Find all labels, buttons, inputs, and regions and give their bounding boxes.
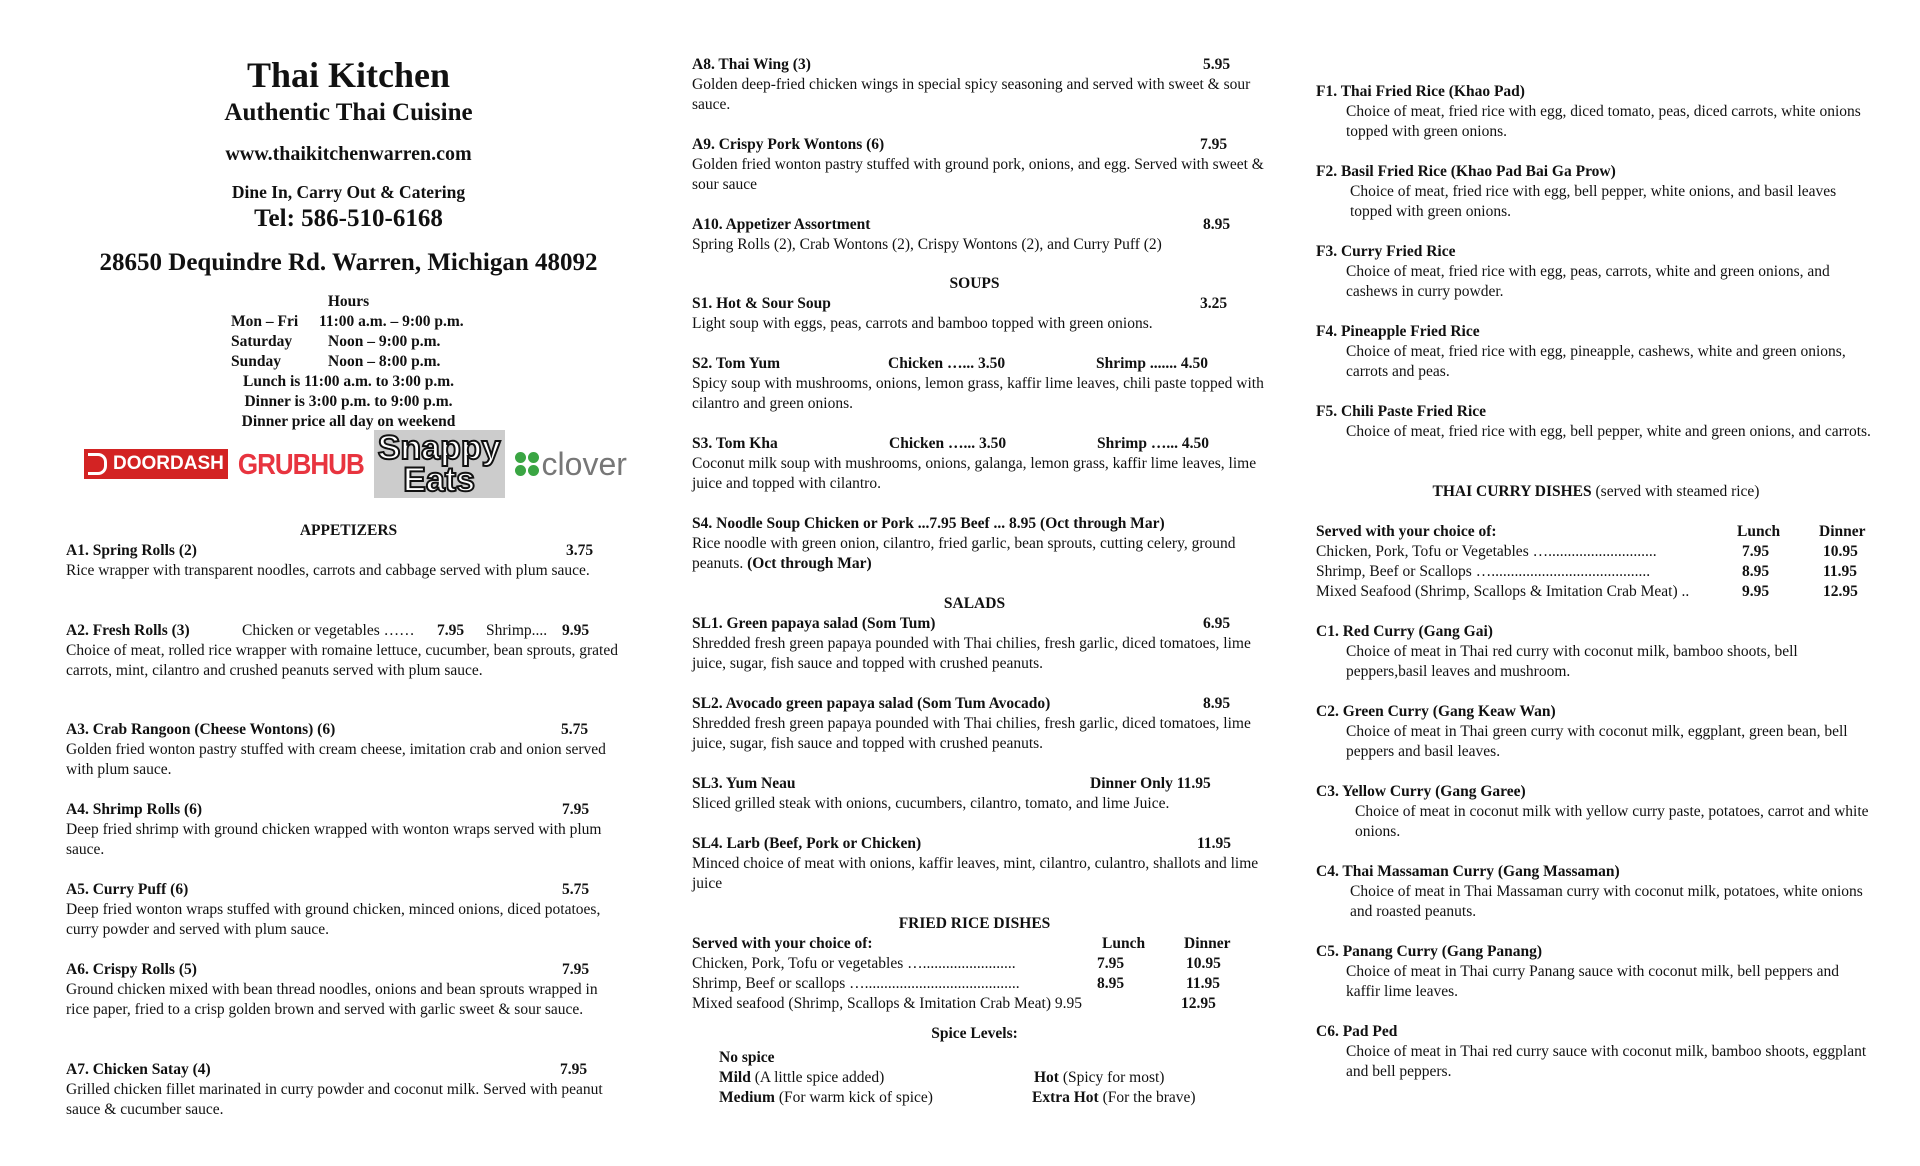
table-row — [692, 994, 1277, 1014]
menu-item-a7 — [66, 1060, 631, 1120]
menu-item-f1 — [1316, 82, 1876, 142]
spice-heading: Spice Levels: — [931, 1025, 1018, 1042]
item-description: Choice of meat in Thai red curry sauce with coconut milk, bamboo shoots, eggplant and bell peppers. — [1346, 1043, 1867, 1080]
menu-column-middle — [692, 0, 1277, 1106]
item-name: A5. Curry Puff (6) — [66, 881, 189, 898]
curry-heading — [1316, 482, 1876, 502]
hours-time: Noon – 8:00 p.m. — [328, 353, 441, 370]
item-description: Deep fried shrimp with ground chicken wrapped with wonton wraps served with plum sauce. — [66, 821, 602, 858]
item-description: Spicy soup with mushrooms, onions, lemon grass, kaffir lime leaves, chili paste topped with cilantro and green onions. — [692, 375, 1264, 412]
table-row — [1316, 582, 1876, 602]
item-description: Choice of meat, fried rice with egg, pineapple, cashews, white and green onions, carrots and peas. — [1346, 343, 1846, 380]
dinner-note: Dinner is 3:00 p.m. to 9:00 p.m. — [244, 393, 453, 410]
curry-heading-note: (served with steamed rice) — [1595, 483, 1760, 500]
item-description: Golden deep-fried chicken wings in special spicy seasoning and served with sweet & sour sauce. — [692, 76, 1251, 113]
menu-item-s2 — [692, 354, 1277, 414]
item-name: SL3. Yum Neau — [692, 775, 796, 792]
row-lunch-price: 7.95 — [1742, 543, 1770, 560]
spice-no-spice: No spice — [719, 1049, 775, 1066]
services-text: Dine In, Carry Out & Catering — [231, 182, 466, 202]
menu-item-c5 — [1316, 942, 1876, 1002]
hours-day: Saturday — [231, 333, 293, 350]
doordash-icon — [88, 453, 107, 475]
item-price: 7.95 — [562, 801, 590, 818]
item-name: F1. Thai Fried Rice (Khao Pad) — [1316, 83, 1525, 100]
table-row — [1316, 542, 1876, 562]
item-price: 6.95 — [1203, 615, 1231, 632]
spice-levels — [692, 1048, 1277, 1108]
item-description: Coconut milk soup with mushrooms, onions, galanga, lemon grass, kaffir lime leaves, lime juice and topped with cilantro. — [692, 455, 1257, 492]
grubhub-logo[interactable]: GRUBHUB — [237, 446, 364, 480]
menu-item-a9 — [692, 135, 1277, 195]
item-option: Shrimp.... — [486, 622, 548, 639]
table-label: Served with your choice of: — [692, 935, 873, 952]
item-price: 3.75 — [566, 542, 594, 559]
row-lunch-price: 8.95 — [1742, 563, 1770, 580]
item-price: 3.25 — [1200, 295, 1228, 312]
item-description: Sliced grilled steak with onions, cucumbers, cilantro, tomato, and lime Juice. — [692, 795, 1170, 812]
item-price: 9.95 — [562, 622, 590, 639]
phone-number[interactable]: Tel: 586-510-6168 — [254, 205, 443, 232]
curry-heading-title: THAI CURRY DISHES — [1432, 483, 1592, 500]
item-description: Rice wrapper with transparent noodles, carrots and cabbage served with plum sauce. — [66, 562, 590, 579]
row-dinner-price: 10.95 — [1823, 543, 1858, 560]
hours-time: Noon – 9:00 p.m. — [328, 333, 441, 350]
item-description: Minced choice of meat with onions, kaffir leaves, mint, cilantro, culantro, shallots and lime juice — [692, 855, 1259, 892]
item-description: Golden fried wonton pastry stuffed with cream cheese, imitation crab and onion served with plum sauce. — [66, 741, 606, 778]
menu-item-sl2 — [692, 694, 1277, 754]
spice-medium: Medium — [719, 1089, 775, 1106]
address: 28650 Dequindre Rd. Warren, Michigan 48092 — [99, 249, 598, 276]
menu-item-s1 — [692, 294, 1277, 334]
item-description: Shredded fresh green papaya pounded with Thai chilies, fresh garlic, diced tomatoes, lime juice, sugar, fish sauce and topped with crushed peanuts. — [692, 635, 1251, 672]
item-name: F2. Basil Fried Rice (Khao Pad Bai Ga Prow) — [1316, 163, 1616, 180]
spice-extra-hot: Extra Hot — [1032, 1089, 1099, 1106]
appetizers-heading: APPETIZERS — [299, 522, 398, 539]
item-name: F4. Pineapple Fried Rice — [1316, 323, 1480, 340]
item-name: SL2. Avocado green papaya salad (Som Tum Avocado) — [692, 695, 1051, 712]
menu-item-f3 — [1316, 242, 1876, 302]
item-price: 11.95 — [1197, 835, 1232, 852]
hours-title: Hours — [327, 293, 370, 310]
row-dinner-price: 11.95 — [1823, 563, 1858, 580]
item-description: Choice of meat, fried rice with egg, peas, carrots, white and green onions, and cashews in curry powder. — [1346, 263, 1830, 300]
fried-rice-price-table — [692, 934, 1277, 1014]
menu-item-a4 — [66, 800, 631, 860]
clover-label: clover — [541, 445, 627, 482]
table-row — [1316, 562, 1876, 582]
item-name: A4. Shrimp Rolls (6) — [66, 801, 203, 818]
item-price: 7.95 — [560, 1061, 588, 1078]
website-link[interactable]: www.thaikitchenwarren.com — [225, 143, 472, 165]
item-name: C1. Red Curry (Gang Gai) — [1316, 623, 1493, 640]
row-label: Chicken, Pork, Tofu or vegetables …........................ — [692, 955, 1016, 972]
spice-medium-desc: (For warm kick of spice) — [778, 1089, 933, 1106]
menu-item-a5 — [66, 880, 631, 940]
menu-item-a3 — [66, 720, 631, 780]
item-name: S2. Tom Yum — [692, 355, 781, 372]
menu-item-a6 — [66, 960, 631, 1020]
item-description: Spring Rolls (2), Crab Wontons (2), Crispy Wontons (2), and Curry Puff (2) — [692, 236, 1162, 253]
item-price: 7.95 — [1200, 136, 1228, 153]
item-name: C3. Yellow Curry (Gang Garee) — [1316, 783, 1526, 800]
menu-item-sl1 — [692, 614, 1277, 674]
menu-item-a10 — [692, 215, 1277, 255]
item-name: S1. Hot & Sour Soup — [692, 295, 831, 312]
lunch-note: Lunch is 11:00 a.m. to 3:00 p.m. — [243, 373, 454, 390]
item-price: Dinner Only 11.95 — [1090, 775, 1211, 792]
item-description: Choice of meat, fried rice with egg, diced tomato, peas, diced carrots, white onions topped with green onions. — [1346, 103, 1861, 140]
row-dinner-price: 12.95 — [1823, 583, 1858, 600]
item-name: C4. Thai Massaman Curry (Gang Massaman) — [1316, 863, 1620, 880]
menu-item-s3 — [692, 434, 1277, 494]
item-name: SL1. Green papaya salad (Som Tum) — [692, 615, 936, 632]
menu-item-sl4 — [692, 834, 1277, 894]
item-price: 8.95 — [1203, 695, 1231, 712]
item-name: F3. Curry Fried Rice — [1316, 243, 1456, 260]
item-description: Deep fried wonton wraps stuffed with ground chicken, minced onions, diced potatoes, curry powder and served with plum sauce. — [66, 901, 601, 938]
menu-item-s4 — [692, 514, 1277, 574]
row-dinner-price: 10.95 — [1186, 955, 1221, 972]
menu-item-c3 — [1316, 782, 1876, 842]
row-label: Shrimp, Beef or Scallops …......................................... — [1316, 563, 1651, 580]
item-price: 5.75 — [562, 881, 590, 898]
weekend-note: Dinner price all day on weekend — [241, 413, 456, 430]
spice-extra-hot-desc: (For the brave) — [1102, 1089, 1196, 1106]
item-name: A3. Crab Rangoon (Cheese Wontons) (6) — [66, 721, 336, 738]
menu-item-f5 — [1316, 402, 1876, 442]
row-lunch-price: 7.95 — [1097, 955, 1125, 972]
item-name: A2. Fresh Rolls (3) — [66, 622, 190, 639]
item-name: C6. Pad Ped — [1316, 1023, 1398, 1040]
item-description: Light soup with eggs, peas, carrots and bamboo topped with green onions. — [692, 315, 1153, 332]
table-row — [692, 954, 1277, 974]
item-description: Shredded fresh green papaya pounded with Thai chilies, fresh garlic, diced tomatoes, lime juice, sugar, fish sauce and topped with crushed peanuts. — [692, 715, 1251, 752]
item-description: Choice of meat in Thai curry Panang sauce with coconut milk, bell peppers and kaffir lime leaves. — [1346, 963, 1839, 1000]
item-option: Chicken …... 3.50 — [888, 355, 1006, 372]
table-header-lunch: Lunch — [1737, 523, 1781, 540]
clover-icon — [515, 452, 539, 476]
menu-item-c6 — [1316, 1022, 1876, 1082]
item-description: Golden fried wonton pastry stuffed with ground pork, onions, and egg. Served with sweet & sour sauce — [692, 156, 1264, 193]
salads-heading: SALADS — [943, 595, 1006, 612]
snappy-eats-line1: Snappy — [377, 429, 501, 467]
row-dinner-price: 12.95 — [1181, 995, 1216, 1012]
item-name: C5. Panang Curry (Gang Panang) — [1316, 943, 1543, 960]
item-name: C2. Green Curry (Gang Keaw Wan) — [1316, 703, 1556, 720]
hours-time: 11:00 a.m. – 9:00 p.m. — [319, 313, 464, 330]
item-description-text: Rice noodle with green onion, cilantro, fried garlic, bean sprouts, cutting celery, ground peanuts. — [692, 535, 1236, 572]
item-price: 7.95 — [562, 961, 590, 978]
item-name: A6. Crispy Rolls (5) — [66, 961, 197, 978]
hours-day: Mon – Fri — [231, 313, 299, 330]
item-description: Ground chicken mixed with bean thread noodles, onions and bean sprouts wrapped in rice paper, fried to a crisp golden brown and served with garlic sweet & sour sauce. — [66, 981, 598, 1018]
item-description: Choice of meat in coconut milk with yellow curry paste, potatoes, carrot and white onions. — [1355, 803, 1869, 840]
row-dinner-price: 11.95 — [1186, 975, 1221, 992]
menu-item-c4 — [1316, 862, 1876, 922]
spice-mild: Mild — [719, 1069, 751, 1086]
item-option: Shrimp ....... 4.50 — [1096, 355, 1208, 372]
item-price: 5.95 — [1203, 56, 1231, 73]
item-description-note: (Oct through Mar) — [747, 555, 872, 572]
menu-item-c2 — [1316, 702, 1876, 762]
hours-day: Sunday — [231, 353, 281, 370]
menu-item-a2 — [66, 621, 631, 681]
item-price: 8.95 — [1203, 216, 1231, 233]
row-label: Mixed Seafood (Shrimp, Scallops & Imitation Crab Meat) .. — [1316, 583, 1690, 600]
spice-hot-desc: (Spicy for most) — [1062, 1069, 1165, 1086]
menu-column-right — [1316, 0, 1876, 1080]
curry-price-table — [1316, 522, 1876, 602]
item-description: Choice of meat in Thai Massaman curry with coconut milk, potatoes, white onions and roasted peanuts. — [1350, 883, 1863, 920]
hours-row — [66, 352, 631, 372]
hours-row — [66, 312, 631, 332]
item-description — [692, 534, 1277, 574]
table-label: Served with your choice of: — [1316, 523, 1497, 540]
menu-item-a1 — [66, 541, 631, 581]
doordash-logo[interactable] — [84, 449, 228, 479]
item-name: A10. Appetizer Assortment — [692, 216, 871, 233]
item-price: 7.95 — [437, 622, 465, 639]
item-price: 5.75 — [561, 721, 589, 738]
item-name: A8. Thai Wing (3) — [692, 56, 811, 73]
delivery-logos — [84, 430, 627, 498]
doordash-label: DOORDASH — [113, 453, 224, 474]
menu-item-sl3 — [692, 774, 1277, 814]
item-name: S3. Tom Kha — [692, 435, 778, 452]
menu-item-a8 — [692, 55, 1277, 115]
item-description: Choice of meat, fried rice with egg, bell pepper, white and green onions, and carrots. — [1346, 423, 1871, 440]
table-header-lunch: Lunch — [1102, 935, 1146, 952]
snappy-eats-logo[interactable] — [374, 430, 505, 498]
table-row — [692, 974, 1277, 994]
item-description: Choice of meat in Thai red curry with coconut milk, bamboo shoots, bell peppers,basil leaves and mushroom. — [1346, 643, 1798, 680]
table-header-dinner: Dinner — [1819, 523, 1866, 540]
item-name: A9. Crispy Pork Wontons (6) — [692, 136, 885, 153]
menu-item-f4 — [1316, 322, 1876, 382]
row-label: Shrimp, Beef or scallops …........................................ — [692, 975, 1020, 992]
row-label: Chicken, Pork, Tofu or Vegetables …............................ — [1316, 543, 1657, 560]
item-name: A1. Spring Rolls (2) — [66, 542, 197, 559]
item-name: SL4. Larb (Beef, Pork or Chicken) — [692, 835, 922, 852]
restaurant-subtitle: Authentic Thai Cuisine — [224, 99, 473, 126]
snappy-eats-line2: Eats — [403, 461, 476, 499]
clover-logo[interactable] — [515, 446, 627, 483]
item-option: Chicken or vegetables …… — [242, 622, 415, 639]
spice-mild-desc: (A little spice added) — [754, 1069, 885, 1086]
item-option: Chicken …... 3.50 — [889, 435, 1007, 452]
fried-rice-heading: FRIED RICE DISHES — [898, 915, 1051, 932]
item-option: Shrimp …... 4.50 — [1097, 435, 1209, 452]
item-description: Choice of meat in Thai green curry with coconut milk, eggplant, green bean, bell peppers and basil leaves. — [1346, 723, 1848, 760]
row-lunch-price: 9.95 — [1742, 583, 1770, 600]
soups-heading: SOUPS — [949, 275, 1000, 292]
item-description: Grilled chicken fillet marinated in curry powder and coconut milk. Served with peanut sauce & cucumber sauce. — [66, 1081, 603, 1118]
item-description: Choice of meat, rolled rice wrapper with romaine lettuce, cucumber, bean sprouts, grated carrots, mint, cilantro and crushed peanuts served with plum sauce. — [66, 642, 618, 679]
table-header-dinner: Dinner — [1184, 935, 1231, 952]
restaurant-title: Thai Kitchen — [246, 55, 451, 95]
row-lunch-price: 8.95 — [1097, 975, 1125, 992]
item-name: A7. Chicken Satay (4) — [66, 1061, 211, 1078]
item-name: F5. Chili Paste Fried Rice — [1316, 403, 1487, 420]
hours-list — [66, 312, 631, 372]
spice-hot: Hot — [1034, 1069, 1059, 1086]
item-description: Choice of meat, fried rice with egg, bell pepper, white onions, and basil leaves topped with green onions. — [1350, 183, 1837, 220]
menu-item-f2 — [1316, 162, 1876, 222]
menu-item-c1 — [1316, 622, 1876, 682]
row-label: Mixed seafood (Shrimp, Scallops & Imitation Crab Meat) 9.95 — [692, 995, 1083, 1012]
item-name: S4. Noodle Soup Chicken or Pork ...7.95 Beef ... 8.95 (Oct through Mar) — [692, 515, 1165, 532]
hours-row — [66, 332, 631, 352]
